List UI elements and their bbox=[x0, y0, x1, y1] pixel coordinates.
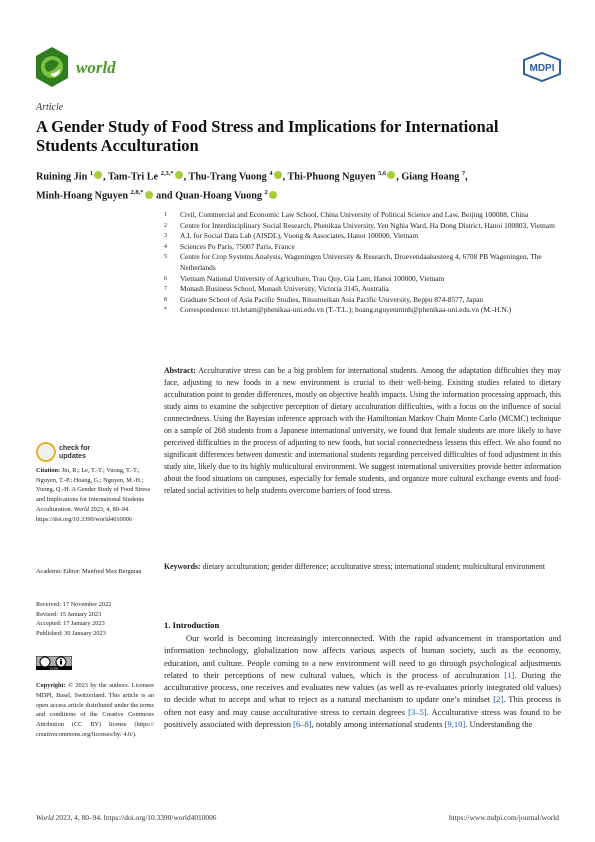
date-received: Received: 17 November 2022 bbox=[36, 601, 112, 608]
check-updates-icon bbox=[36, 442, 56, 462]
author-list bbox=[36, 166, 556, 205]
keywords-label: Keywords: bbox=[164, 562, 201, 571]
affiliation-number: 5 bbox=[164, 254, 167, 261]
author-separator: and bbox=[153, 190, 176, 202]
affiliation-item bbox=[164, 305, 564, 316]
date-accepted: Accepted: 17 January 2023 bbox=[36, 620, 105, 628]
affiliation-text: Correspondence: tri.letam@phenikaa-uni.edu.vn (T.-T.L.); hoang.nguyenminh@phenikaa-uni.edu.vn (M.-H.N.) bbox=[180, 305, 512, 315]
orcid-icon[interactable] bbox=[175, 171, 183, 179]
affiliation-text: Civil, Commercial and Economic Law School, China University of Political Science and Law, Beijing 100088, China bbox=[180, 210, 529, 219]
affiliation-text: Vietnam National University of Agriculture, Trau Quy, Gia Lam, Hanoi 100000, Vietnam bbox=[180, 273, 445, 283]
affiliation-text: Graduate School of Asia Pacific Studies, Ritsumeikan Asia Pacific University, Beppu 874-8577, Japan bbox=[180, 294, 484, 304]
author-name: Quan-Hoang Vuong bbox=[175, 190, 265, 202]
affiliation-text: A.I. for Social Data Lab (AISDL), Vuong & Associates, Hanoi 100000, Vietnam bbox=[180, 231, 419, 241]
footer-journal: World bbox=[36, 813, 54, 822]
world-journal-logo-icon bbox=[34, 46, 70, 88]
academic-editor bbox=[36, 567, 154, 577]
check-for-updates-badge[interactable] bbox=[36, 442, 116, 468]
author-separator: , bbox=[396, 171, 402, 183]
footer-citation-text[interactable]: 2023, 4, 80–94. https://doi.org/10.3390/world4010006 bbox=[55, 813, 217, 822]
citation-label: Citation: bbox=[36, 467, 61, 474]
journal-name: world bbox=[76, 58, 116, 77]
author-name: Ruining Jin bbox=[36, 171, 90, 183]
affiliation-number: 1 bbox=[164, 212, 167, 218]
author-name: Thu-Trang Vuong bbox=[188, 171, 270, 183]
abstract-label: Abstract: bbox=[164, 366, 196, 375]
cc-by-license-icon[interactable] bbox=[36, 656, 72, 670]
publication-dates bbox=[36, 600, 154, 639]
affiliation-item bbox=[164, 295, 564, 306]
editor-name: Manfred Max Bergman bbox=[82, 568, 142, 575]
intro-text: . Understanding the bbox=[465, 719, 533, 730]
check-updates-line1: check for bbox=[59, 445, 91, 452]
reference-link[interactable]: [2] bbox=[493, 694, 504, 705]
affiliations bbox=[164, 210, 564, 316]
author-separator: , bbox=[103, 171, 108, 183]
author-name: Minh-Hoang Nguyen bbox=[36, 190, 131, 202]
intro-text: , notably among international students bbox=[311, 719, 445, 730]
author-name: Tam-Tri Le bbox=[107, 171, 161, 183]
affiliation-number: 3 bbox=[164, 233, 167, 240]
author-separator: , bbox=[183, 171, 189, 183]
affiliation-number: 4 bbox=[164, 243, 167, 250]
abstract-text: Acculturative stress can be a big problem for international students. Among the adaptation difficulties they may face, adjusting to new foods in a new environment is crucial to their well-being. Existing studies related to dietary acculturation point to gender differences, mostly on objective health impacts. Using the information processing approach, this study aims to examine the subjective perception of dietary acculturation difficulties, with a focus on the influence of social connectedness. Using the Bayesian inference approach with the Hamiltonian Markov Chain Monte Carlo (MCMC) technique on a sample of 268 students from a Japanese international university, we found that female students are more likely to have perceived difficulties in the process of adjusting to new foods, but social connectedness lessens this effect. We also found no significant differences between domestic and international students regarding perceived difficulties of food adjustment in this study site, likely due to its highly multicultural environment. We suggest international universities provide better information about the food situations on campuses, especially for female students, and organize more cultural exchange events and food-related social activities to help students overcome barriers of food stress. bbox=[164, 366, 561, 496]
date-revised: Revised: 15 January 2023 bbox=[36, 610, 102, 618]
keywords bbox=[164, 561, 561, 573]
affiliation-text: Centre for Interdisciplinary Social Research, Phenikaa University, Yen Nghia Ward, Ha Dong District, Hanoi 100803, Vietnam bbox=[180, 220, 555, 230]
article-type: Article bbox=[36, 102, 64, 113]
intro-text: . This process is often not easy and may cause acculturative stress to certain degrees bbox=[164, 694, 561, 717]
citation-text: Jin, R.; Le, T.-T.; Vuong, T.-T.; Nguyen, T.-P.; Hoang, G.; Nguyen, M.-H.; Vuong, Q.-H. A Gender Study of Food Stress and Implications for International Students Acculturation. bbox=[36, 467, 151, 513]
check-updates-line2: updates bbox=[59, 453, 86, 460]
affiliation-text: Monash Business School, Monash University, Victoria 3145, Australia bbox=[180, 284, 389, 294]
section-heading-introduction: 1. Introduction bbox=[164, 620, 220, 630]
author-affiliation-sup: 2,3,* bbox=[160, 170, 174, 177]
mdpi-logo-icon bbox=[522, 52, 562, 82]
footer-citation bbox=[36, 813, 217, 822]
intro-text: . Acculturative stress was found to be positively associated with depression bbox=[164, 706, 561, 730]
intro-text: Our world is becoming increasingly interconnected. With the rapid advancement in transportation and information technology, globalization now affects various aspects of human society, such as the economy, education, and culture. People coming to a new environment will need to go through psychological adjustments related to their perceptions of new cultural values, which is the process of acculturation bbox=[164, 633, 561, 680]
copyright-label: Copyright: bbox=[36, 682, 66, 689]
citation-tail[interactable]: 2023, 4, 80–94. https://doi.org/10.3390/world4010006 bbox=[36, 505, 133, 523]
reference-link[interactable]: [6–8] bbox=[293, 719, 312, 730]
reference-link[interactable]: [1] bbox=[504, 669, 515, 680]
author-separator: , bbox=[282, 171, 288, 183]
cc-badge-text: cc by bbox=[50, 666, 58, 670]
affiliation-number: 8 bbox=[164, 296, 167, 303]
affiliation-number: 2 bbox=[164, 222, 167, 229]
author-affiliation-sup: 1 bbox=[89, 170, 94, 177]
affiliation-item bbox=[164, 221, 564, 232]
author-affiliation-sup: 5,6 bbox=[378, 170, 387, 177]
author-name: Giang Hoang bbox=[401, 171, 462, 183]
copyright-notice bbox=[36, 681, 154, 740]
orcid-icon[interactable] bbox=[145, 191, 153, 199]
date-published: Published: 30 January 2023 bbox=[36, 630, 106, 638]
author-separator: , bbox=[465, 171, 468, 183]
editor-label: Academic Editor: bbox=[36, 568, 81, 575]
journal-header bbox=[34, 46, 564, 92]
author-affiliation-sup: 2 bbox=[264, 189, 268, 197]
citation-journal: World bbox=[73, 505, 89, 513]
copyright-text: © 2023 by the authors. Licensee MDPI, Basel, Switzerland. This article is an open access article distributed under the terms and conditions of the Creative Commons Attribution (CC BY) license (https:// creativecommons.org/licenses/by/ 4.0/). bbox=[36, 682, 154, 738]
orcid-icon[interactable] bbox=[269, 191, 277, 199]
author-name: Thi-Phuong Nguyen bbox=[287, 171, 379, 183]
author-affiliation-sup: 7 bbox=[461, 170, 466, 177]
author-affiliation-sup: 4 bbox=[269, 170, 273, 177]
orcid-icon[interactable] bbox=[274, 171, 282, 179]
affiliation-item bbox=[164, 210, 564, 221]
affiliation-item bbox=[164, 284, 564, 295]
author-affiliation-sup: 2,8,* bbox=[130, 189, 144, 197]
affiliation-item bbox=[164, 252, 564, 273]
keywords-text: dietary acculturation; gender difference; acculturative stress; international student; multicultural environment bbox=[202, 562, 546, 571]
intro-text: . During the acculturative process, one receives and evaluates new values (as well as re-evaluates priorly integrated old values) to decide what to accept and what to reject as a natural mechanism to update one’s mindset bbox=[164, 669, 561, 705]
mdpi-logo-text: MDPI bbox=[529, 63, 555, 74]
affiliation-number: * bbox=[164, 307, 167, 314]
abstract bbox=[164, 365, 561, 498]
citation-block bbox=[36, 466, 154, 524]
introduction-paragraph bbox=[164, 632, 561, 730]
reference-link[interactable]: [3–5] bbox=[408, 706, 427, 717]
orcid-icon[interactable] bbox=[387, 171, 395, 179]
affiliation-text: Centre for Crop Systems Analysis, Wageningen University & Research, Droevendaalsesteeg 4, 6708 PB Wageningen, The Netherlands bbox=[180, 252, 542, 272]
orcid-icon[interactable] bbox=[94, 171, 102, 179]
affiliation-text: Sciences Po Paris, 75007 Paris, France bbox=[180, 241, 295, 251]
affiliation-item bbox=[164, 242, 564, 253]
footer-journal-url[interactable]: https://www.mdpi.com/journal/world bbox=[449, 813, 559, 822]
article-title: A Gender Study of Food Stress and Implications for International Students Acculturation bbox=[36, 117, 499, 155]
affiliation-item bbox=[164, 274, 564, 285]
affiliation-number: 6 bbox=[164, 275, 167, 282]
reference-link[interactable]: [9,10] bbox=[444, 719, 466, 730]
affiliation-number: 7 bbox=[164, 286, 167, 293]
affiliation-item bbox=[164, 231, 564, 242]
